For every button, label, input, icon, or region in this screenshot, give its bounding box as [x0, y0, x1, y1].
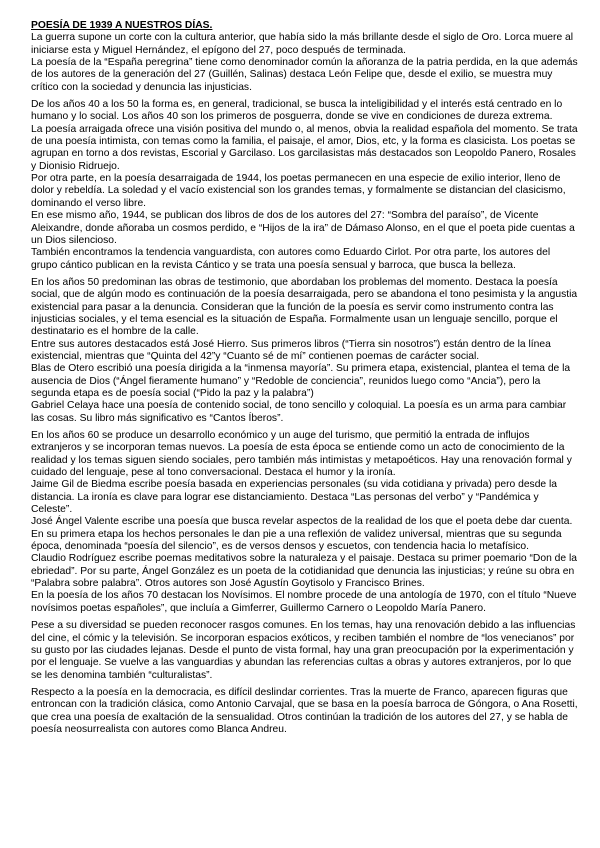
paragraph-anos-60: En los años 60 se produce un desarrollo económico y un auge del turismo, que permitió la entrada de influjos extranjeros y se incorporan temas nuevos. La poesía de esta época se entiende como un acto de conocimiento de la realidad y los temas siguen siendo sociales, pero también más intimistas y metapoéticos. Hay una renovación formal y cuidado del lenguaje, pese al tono conversacional. Destaca el humor y la ironía. [31, 430, 572, 479]
paragraph-gabriel-celaya: Gabriel Celaya hace una poesía de contenido social, de tono sencillo y coloquial. La poesía es un arma para cambiar las cosas. Su libro más significativo es “Cantos Íberos”. [31, 400, 567, 424]
paragraph-claudio-rodriguez: Claudio Rodríguez escribe poemas meditativos sobre la naturaleza y el paisaje. Destaca su primer poemario “Don de la ebriedad”. Por su parte, Ángel González es un poeta de la cotidianidad que denuncia las injusticias; y reúne su obra en “Palabra sobre palabra”. Otros autores son José Agustín Goytisolo y Francisco Brines. [31, 553, 578, 590]
paragraph-rasgos-comunes: Pese a su diversidad se pueden reconocer rasgos comunes. En los temas, hay una renovación debido a las influencias del cine, el cómic y la televisión. Se incorporan espacios exóticos, y reciben también el nombre de “los venecianos” por su gusto por las ciudades lejanas. Desde el punto de vista formal, hay una gran preocupación por la experimentación y por el lenguaje. Se vuelve a las vanguardias y abundan las referencias cultas a obras y autores extranjeros, por lo que se les denomina también “culturalistas”. [31, 620, 576, 681]
paragraph-valente: José Ángel Valente escribe una poesía que busca revelar aspectos de la realidad de los que el poeta debe dar cuenta. En su primera etapa los hechos personales le dan pie a una reflexión de validez universal, mientras que su segunda época, denominada “poesía del silencio”, es de versos densos y escuetos, con tendencia hacia lo metafísico. [31, 516, 573, 553]
paragraph-poesia-desarraigada: Por otra parte, en la poesía desarraigada de 1944, los poetas permanecen en una especie de exilio interior, lleno de dolor y rebeldía. La soledad y el vacío existencial son los grandes temas, y formalmente se distancian del clasicismo, dominando el verso libre. [31, 173, 566, 209]
paragraph-blas-de-otero: Blas de Otero escribió una poesía dirigida a la “inmensa mayoría”. Su primera etapa, existencial, plantea el tema de la ausencia de Dios (“Ángel fieramente humano” y “Redoble de conciencia”, reunidos luego como “Ancia”), pero la segunda etapa es de poesía social (“Pido la paz y la palabra”) [31, 363, 571, 399]
paragraph-1944: En ese mismo año, 1944, se publican dos libros de dos de los autores del 27: “Sombra del paraíso”, de Vicente Aleixandre, donde añoraba un cosmos perdido, e “Hijos de la ira” de Dámaso Alonso, en el que el poeta pide cuentas a un Dios silencioso. [31, 210, 575, 246]
document-title: POESÍA DE 1939 A NUESTROS DÍAS. [31, 20, 213, 31]
paragraph-anos-70: En la poesía de los años 70 destacan los Novísimos. El nombre procede de una antología de 1970, con el título “Nueve novísimos poetas españoles”, que incluía a Gimferrer, Guillermo Carnero o Leopoldo María Panero. [31, 590, 577, 614]
paragraph-poesia-arraigada: La poesía arraigada ofrece una visión positiva del mundo o, al menos, obvia la realidad española del momento. Se trata de una poesía intimista, con temas como la familia, el paisaje, el amor, Dios, etc, y la forma es clasicista. Los poetas se agrupan en torno a dos revistas, Escorial y Garcilaso. Los garcilasistas más destacados son Leopoldo Panero, Rosales y Dionisio Ridruejo. [31, 123, 578, 172]
paragraph-anos-40-50: De los años 40 a los 50 la forma es, en general, tradicional, se busca la inteligibilidad y el interés está centrado en lo humano y lo social. Los años 40 son los primeros de posguerra, donde se vive en condiciones de dureza extrema. [31, 99, 563, 123]
paragraph-anos-50: En los años 50 predominan las obras de testimonio, que abordaban los problemas del momento. Destaca la poesía social, que de algún modo es continuación de la poesía desarraigada, pero se abandona el tono pesimista y la angustia existencial para pasar a la denuncia. Consideran que la función de la poesía es servir como instrumento contra las injusticias sociales, y el tema esencial es la situación de España. Formalmente usan un lenguaje sencillo, porque el destinatario es el hombre de la calle. [31, 276, 578, 338]
paragraph-espana-peregrina: La poesía de la “España peregrina” tiene como denominador común la añoranza de la patria perdida, en la que además de los autores de la generación del 27 (Guillén, Salinas) destaca León Felipe que, desde el exilio, se muestra muy crítico con la sociedad y denuncia las injusticias. [31, 57, 578, 93]
paragraph-democracia: Respecto a la poesía en la democracia, es difícil deslindar corrientes. Tras la muerte de Franco, aparecen figuras que entroncan con la tradición clásica, como Antonio Carvajal, que se basa en la poesía barroca de Góngora, o Ana Rosetti, que crea una poesía de exaltación de la sensualidad. Otros continúan la tradición de los autores del 27, y se habla de poesía neosurrealista con autores como Blanca Andreu. [31, 686, 578, 735]
paragraph-guerra: La guerra supone un corte con la cultura anterior, que había sido la más brillante desde el siglo de Oro. Lorca muere al iniciarse esta y Miguel Hernández, el epígono del 27, poco después de terminada. [31, 32, 574, 56]
paragraph-vanguardista: También encontramos la tendencia vanguardista, con autores como Eduardo Cirlot. Por otra parte, los autores del grupo cántico publican en la revista Cántico y se trata una poesía sensual y barroca, que busca la belleza. [31, 247, 551, 271]
paragraph-jose-hierro: Entre sus autores destacados está José Hierro. Sus primeros libros (“Tierra sin nosotros”) están dentro de la línea existencial, mientras que “Quinta del 42”y “Cuanto sé de mí” contienen poemas de carácter social. [31, 338, 551, 362]
document-page [31, 20, 579, 736]
paragraph-gil-de-biedma: Jaime Gil de Biedma escribe poesía basada en experiencias personales (su vida cotidiana y privada) pero desde la distancia. La ironía es clave para lograr ese distanciamiento. Destaca “Las personas del verbo” y “Pandémica y Celeste”. [31, 479, 558, 516]
